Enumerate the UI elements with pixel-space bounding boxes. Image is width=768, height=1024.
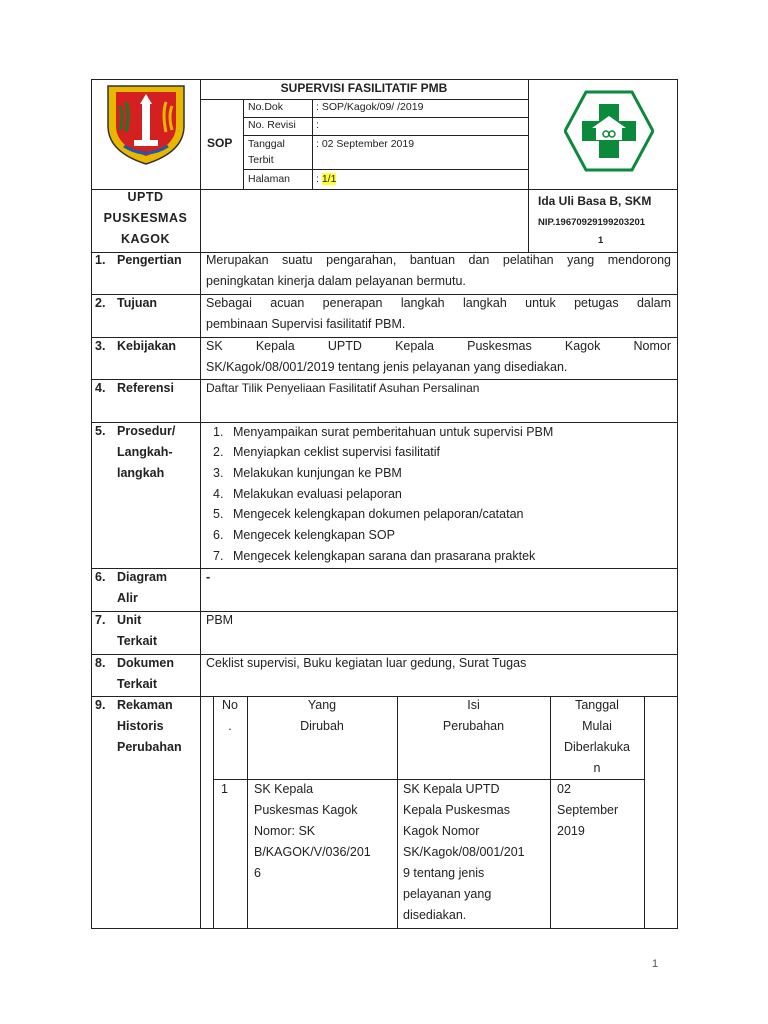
info-value-halaman: [316, 173, 336, 186]
section-5-label-1: Prosedur/: [117, 424, 176, 438]
document-title: SUPERVISI FASILITATIF PMB: [280, 81, 448, 95]
step-4-number: 4.: [213, 487, 224, 501]
section-4-number: 4.: [95, 381, 106, 395]
signer-nip-1: NIP.19670929199203201: [538, 217, 646, 228]
section-5-label-2: Langkah-: [117, 445, 173, 459]
step-1-number: 1.: [213, 425, 224, 439]
section-9-number: 9.: [95, 698, 106, 712]
step-7: Mengecek kelengkapan sarana dan prasarana praktek: [233, 549, 536, 563]
history-header-yang-dirubah: Yang Dirubah: [300, 698, 344, 733]
section-2-line-1: Sebagai acuan penerapan langkah langkah untuk petugas dalam: [206, 296, 671, 310]
signer-nip-2: 1: [598, 235, 604, 246]
step-6: Mengecek kelengkapan SOP: [233, 528, 395, 542]
section-6-label-2: Alir: [117, 591, 138, 605]
history-header-isi-perubahan: Isi Perubahan: [442, 698, 505, 733]
section-7-number: 7.: [95, 613, 106, 627]
info-label-no-revisi: No. Revisi: [248, 119, 296, 131]
section-8-value: Ceklist supervisi, Buku kegiatan luar gedung, Surat Tugas: [206, 656, 527, 670]
section-7-label-2: Terkait: [117, 634, 158, 648]
section-3-number: 3.: [95, 339, 106, 353]
section-8-label-2: Terkait: [117, 677, 158, 691]
halaman-prefix: :: [316, 173, 322, 185]
history-row-1-isi-perubahan: SK Kepala UPTD Kepala Puskesmas Kagok Nomor SK/Kagok/08/001/201 9 tentang jenis pelayanan yang disediakan.: [403, 782, 525, 922]
step-2: Menyiapkan ceklist supervisi fasilitatif: [233, 445, 441, 459]
history-header-tanggal: Tanggal Mulai Diberlakuka n: [563, 698, 630, 775]
info-label-tanggal: Tanggal: [248, 138, 285, 150]
step-5-number: 5.: [213, 507, 224, 521]
step-2-number: 2.: [213, 445, 224, 459]
history-header-no: No .: [222, 698, 238, 733]
info-value-tanggal: : 02 September 2019: [316, 138, 415, 150]
info-value-no-dok: : SOP/Kagok/09/ /2019: [316, 101, 424, 113]
info-label-halaman: Halaman: [248, 173, 291, 185]
section-5-label-3: langkah: [117, 466, 165, 480]
section-4-line-1: Daftar Tilik Penyeliaan Fasilitatif Asuhan Persalinan: [206, 381, 480, 395]
step-3: Melakukan kunjungan ke PBM: [233, 466, 402, 480]
org-line-2: PUSKESMAS: [103, 211, 188, 225]
signer-name: Ida Uli Basa B, SKM: [538, 194, 652, 208]
section-7-label-1: Unit: [117, 613, 142, 627]
history-row-1-yang-dirubah: SK Kepala Puskesmas Kagok Nomor: SK B/KAGOK/V/036/201 6: [254, 782, 371, 880]
page-number: 1: [652, 958, 659, 970]
section-2-line-2: pembinaan Supervisi fasilitatif PBM.: [206, 317, 406, 331]
info-label-no-dok: No.Dok: [248, 101, 284, 113]
section-9-label-3: Perubahan: [117, 740, 182, 754]
history-row-1-tanggal: 02 September 2019: [557, 782, 619, 838]
step-1: Menyampaikan surat pemberitahuan untuk supervisi PBM: [233, 425, 554, 439]
history-row-1-no: 1: [221, 782, 228, 796]
step-5: Mengecek kelengkapan dokumen pelaporan/catatan: [233, 507, 524, 521]
section-8-label-1: Dokumen: [117, 656, 174, 670]
section-2-label: Tujuan: [117, 296, 158, 310]
org-line-3: KAGOK: [120, 232, 171, 246]
section-1-line-1: Merupakan suatu pengarahan, bantuan dan pelatihan yang mendorong: [206, 253, 671, 267]
city-emblem-logo: [104, 80, 188, 166]
sop-label: SOP: [207, 136, 233, 150]
section-2-number: 2.: [95, 296, 106, 310]
section-1-line-2: peningkatan kinerja dalam pelayanan bermutu.: [206, 274, 466, 288]
section-9-label-2: Historis: [117, 719, 164, 733]
health-ministry-logo: [564, 90, 654, 172]
step-6-number: 6.: [213, 528, 224, 542]
org-line-1: UPTD: [127, 190, 164, 204]
section-3-line-1: SK Kepala UPTD Kepala Puskesmas Kagok Nomor: [206, 339, 671, 353]
section-6-label-1: Diagram: [117, 570, 168, 584]
section-1-label: Pengertian: [117, 253, 182, 267]
section-5-number: 5.: [95, 424, 106, 438]
step-7-number: 7.: [213, 549, 224, 563]
section-9-label-1: Rekaman: [117, 698, 173, 712]
section-7-value: PBM: [206, 613, 234, 627]
section-4-label: Referensi: [117, 381, 174, 395]
info-value-no-revisi: :: [316, 119, 319, 131]
section-6-value: -: [206, 570, 211, 584]
section-1-number: 1.: [95, 253, 106, 267]
section-8-number: 8.: [95, 656, 106, 670]
info-label-terbit: Terbit: [248, 154, 274, 166]
section-3-label: Kebijakan: [117, 339, 177, 353]
halaman-highlight: 1/1: [321, 173, 337, 185]
step-4: Melakukan evaluasi pelaporan: [233, 487, 402, 501]
section-3-line-2: SK/Kagok/08/001/2019 tentang jenis pelayanan yang disediakan.: [206, 360, 568, 374]
section-6-number: 6.: [95, 570, 106, 584]
step-3-number: 3.: [213, 466, 224, 480]
